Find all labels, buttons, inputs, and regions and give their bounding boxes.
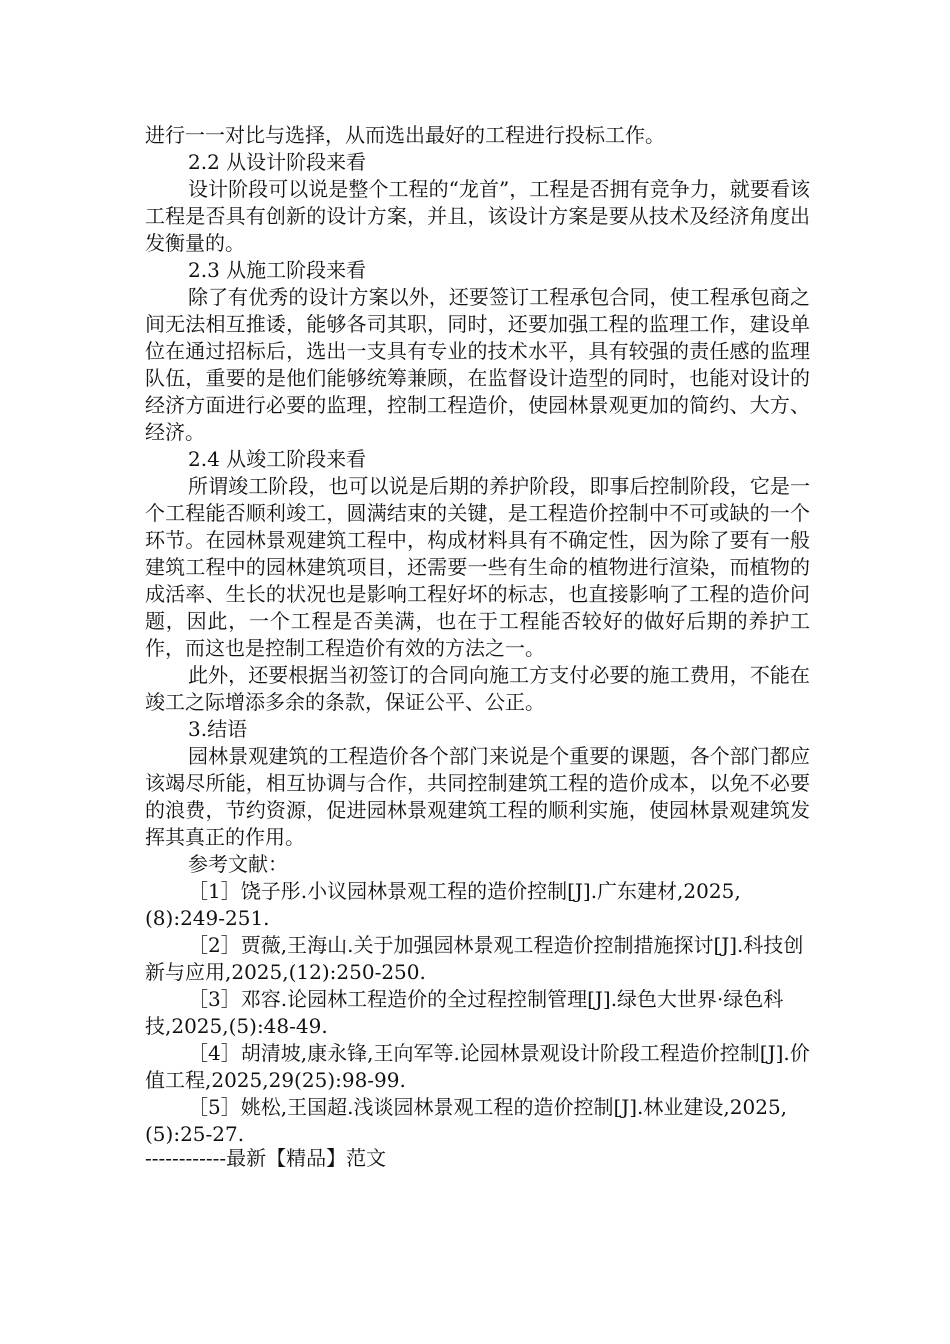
references-heading: 参考文献： <box>188 852 288 876</box>
paragraph-conclusion: 园林景观建筑的工程造价各个部门来说是个重要的课题，各个部门都应该竭尽所能，相互协调与合作，共同控制建筑工程的造价成本，以免不必要的浪费，节约资源，促进园林景观建筑工程的顺利实施，使园林景观建筑发挥其真正的作用。 <box>145 744 810 849</box>
section-heading-conclusion: 3.结语 <box>188 717 248 741</box>
section-heading-2-3: 2.3 从施工阶段来看 <box>188 258 367 282</box>
section-heading-2-4: 2.4 从竣工阶段来看 <box>188 447 367 471</box>
document-body <box>145 122 810 1148</box>
reference-item: ［5］姚松,王国超.浅谈园林景观工程的造价控制[J].林业建设,2025,(5):25-27. <box>145 1095 788 1146</box>
paragraph-construction-stage: 除了有优秀的设计方案以外，还要签订工程承包合同，使工程承包商之间无法相互推诿，能够各司其职，同时，还要加强工程的监理工作，建设单位在通过招标后，选出一支具有专业的技术水平，具有较强的责任感的监理队伍，重要的是他们能够统筹兼顾，在监督设计造型的同时，也能对设计的经济方面进行必要的监理，控制工程造价，使园林景观更加的简约、大方、经济。 <box>145 285 810 444</box>
paragraph-completion-stage: 所谓竣工阶段，也可以说是后期的养护阶段，即事后控制阶段，它是一个工程能否顺利竣工，圆满结束的关键，是工程造价控制中不可或缺的一个环节。在园林景观建筑工程中，构成材料具有不确定性，因为除了要有一般建筑工程中的园林建筑项目，还需要一些有生命的植物进行渲染，而植物的成活率、生长的状况也是影响工程好坏的标志，也直接影响了工程的造价问题，因此，一个工程是否美满，也在于工程能否较好的做好后期的养护工作，而这也是控制工程造价有效的方法之一。 <box>145 474 810 660</box>
paragraph-design-stage: 设计阶段可以说是整个工程的“龙首”，工程是否拥有竞争力，就要看该工程是否具有创新的设计方案，并且，该设计方案是要从技术及经济角度出发衡量的。 <box>145 177 810 255</box>
page-footer: ------------最新【精品】范文 <box>145 1146 387 1170</box>
reference-item: ［1］饶子彤.小议园林景观工程的造价控制[J].广东建材,2025,(8):249-251. <box>145 879 741 930</box>
paragraph-completion-payment: 此外，还要根据当初签订的合同向施工方支付必要的施工费用，不能在竣工之际增添多余的条款，保证公平、公正。 <box>145 663 810 714</box>
reference-item: ［3］邓容.论园林工程造价的全过程控制管理[J].绿色大世界·绿色科技,2025,(5):48-49. <box>145 987 784 1038</box>
paragraph-continuation: 进行一一对比与选择，从而选出最好的工程进行投标工作。 <box>145 123 665 147</box>
section-heading-2-2: 2.2 从设计阶段来看 <box>188 150 367 174</box>
reference-item: ［4］胡清坡,康永锋,王向军等.论园林景观设计阶段工程造价控制[J].价值工程,2025,29(25):98-99. <box>145 1041 810 1092</box>
reference-item: ［2］贾薇,王海山.关于加强园林景观工程造价控制措施探讨[J].科技创新与应用,2025,(12):250-250. <box>145 933 804 984</box>
